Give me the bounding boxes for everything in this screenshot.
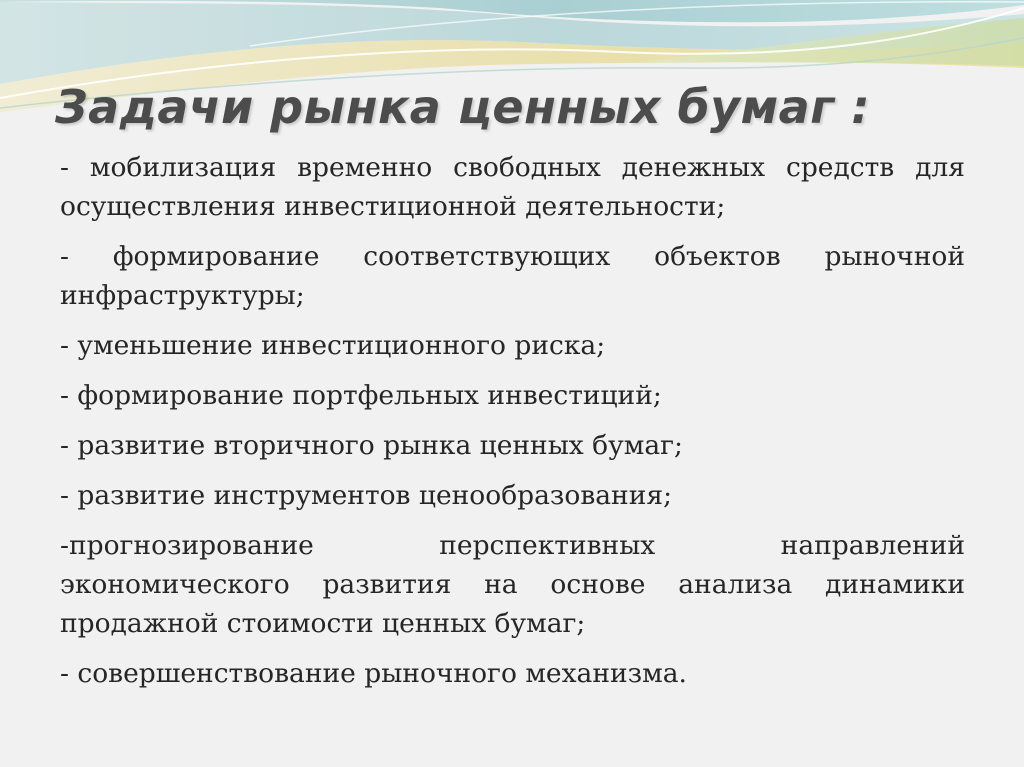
list-item: - развитие инструментов ценообразования;	[60, 480, 673, 511]
list-item: - уменьшение инвестиционного риска;	[60, 330, 606, 361]
list-item: - совершенствование рыночного механизма.	[60, 658, 687, 689]
list-item: - формирование портфельных инвестиций;	[60, 380, 662, 411]
slide-title: Задачи рынка ценных бумаг :	[55, 80, 871, 134]
list-item: - развитие вторичного рынка ценных бумаг;	[60, 430, 683, 461]
list-item: -прогнозирование перспективных направлений экономического развития на основе анализа динамики продажной стоимости ценных бумаг;	[60, 530, 965, 639]
task-list	[60, 148, 965, 704]
list-item: - мобилизация временно свободных денежных средств для осуществления инвестиционной деятельности;	[60, 152, 965, 222]
list-item: - формирование соответствующих объектов рыночной инфраструктуры;	[60, 241, 965, 311]
